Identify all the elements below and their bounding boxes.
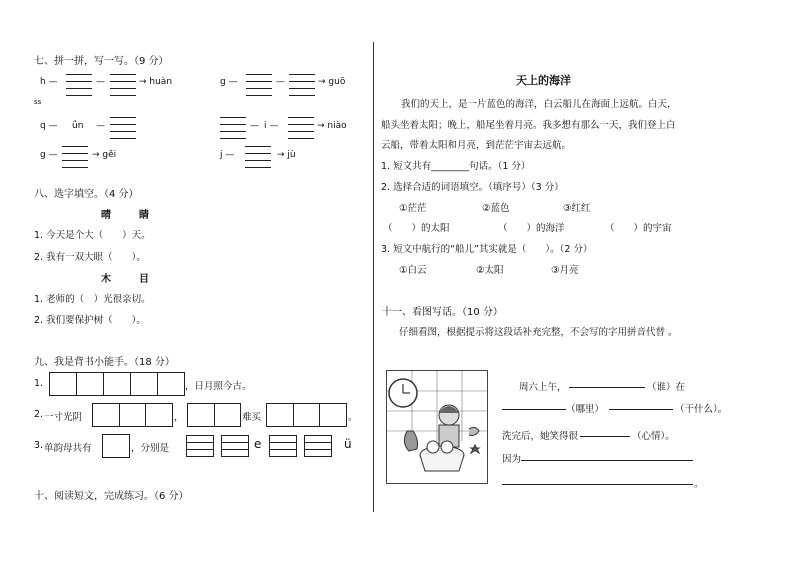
q11-l2a: （哪里）	[566, 404, 605, 415]
pinyin-grid[interactable]	[269, 435, 297, 457]
q8-char-d: 目	[139, 274, 149, 285]
q8-item: 2. 我有一双大眼（ ）。	[34, 252, 146, 263]
pinyin-grid[interactable]	[110, 74, 136, 96]
pinyin-grid[interactable]	[288, 117, 314, 139]
q9-l3-a: 单韵母共有	[44, 443, 92, 454]
q7-r3-c: j —	[220, 150, 235, 160]
q9-title: 九、我是背书小能手。（18 分）	[34, 357, 175, 368]
pinyin-grid[interactable]	[186, 435, 214, 457]
q10-title: 十、阅读短文，完成练习。（6 分）	[34, 491, 189, 502]
passage-q3: 3. 短文中航行的“船儿”其实就是（ ）。（2 分）	[381, 244, 593, 255]
q7-r2-b: ǘn	[72, 121, 84, 131]
q7-r2-d: —	[250, 121, 259, 131]
pinyin-grid[interactable]	[66, 74, 92, 96]
vowel-u: ü	[344, 437, 352, 451]
pinyin-grid[interactable]	[245, 146, 271, 168]
q8-item: 1. 今天是个大（ ）天。	[34, 230, 151, 241]
option: ③红红	[563, 203, 591, 214]
pinyin-grid[interactable]	[289, 74, 315, 96]
q11-l4a: 因为	[502, 454, 522, 465]
pinyin-grid[interactable]	[220, 117, 246, 139]
passage-line: 我们的天上，是一片蓝色的海洋，白云船儿在海面上远航。白天，	[401, 99, 677, 110]
answer-box[interactable]	[102, 434, 130, 458]
q11-l3b: （心情）。	[632, 431, 675, 442]
q11-l1a: 周六上午，	[519, 382, 567, 393]
blank: （ ）的宇宙	[605, 223, 672, 234]
column-divider	[373, 42, 374, 512]
q8-char-c: 木	[101, 274, 111, 285]
q9-l2-b: ，	[174, 412, 184, 423]
pinyin-grid[interactable]	[110, 117, 136, 139]
tianzige-row[interactable]	[266, 403, 347, 427]
pinyin-grid[interactable]	[221, 435, 249, 457]
q7-title: 七、拼一拼，写一写。（9 分）	[34, 56, 169, 67]
write-line[interactable]	[609, 398, 673, 410]
q11-instruction: 仔细看图，根据提示将这段话补充完整，不会写的字用拼音代替 。	[399, 327, 678, 338]
answer-option: ③月亮	[551, 265, 579, 276]
laundry-picture	[386, 370, 488, 484]
q8-item: 2. 我们要保护树（ ）。	[34, 315, 146, 326]
q7-r3-d: → jù	[277, 150, 296, 160]
blank: （ ）的太阳	[383, 223, 450, 234]
q7-r1-d: g —	[220, 77, 238, 87]
passage-q1: 1. 短文共有________句话。（1 分）	[381, 161, 531, 172]
q7-r2-e: i —	[264, 121, 279, 131]
q11-l5-end: 。	[694, 479, 704, 490]
write-line[interactable]	[569, 376, 645, 388]
q9-l2-d: 。	[348, 412, 358, 423]
q7-r2-a: q —	[40, 121, 58, 131]
q7-r1-f: → guō	[318, 77, 346, 87]
q7-r3-b: → gěi	[92, 150, 117, 160]
option: ①茫茫	[399, 203, 427, 214]
q9-l2-num: 2.	[34, 409, 44, 420]
answer-option: ①白云	[399, 265, 427, 276]
q7-r2-f: → niào	[317, 121, 347, 131]
pinyin-grid[interactable]	[304, 435, 332, 457]
tianzige-row[interactable]	[92, 403, 173, 427]
passage-q2: 2. 选择合适的词语填空。（填序号）（3 分）	[381, 182, 564, 193]
pinyin-grid[interactable]	[62, 146, 88, 168]
q11-title: 十一、看图写话。（10 分）	[382, 307, 503, 318]
option: ②蓝色	[482, 203, 510, 214]
q7-r1-e: —	[276, 77, 285, 87]
stray-mark: ss	[34, 98, 42, 106]
pinyin-grid[interactable]	[246, 74, 272, 96]
q7-r1-b: —	[96, 77, 105, 87]
q9-l1-tail: ，日月照今古。	[185, 381, 252, 392]
q9-l2-c: 难买	[242, 412, 262, 423]
vowel-e: e	[254, 437, 262, 451]
q11-l2b: （干什么）。	[675, 404, 728, 415]
tianzige-row[interactable]	[187, 403, 241, 427]
q7-r2-c: —	[96, 121, 105, 131]
q9-l1-num: 1.	[34, 378, 44, 389]
passage-line: 船头坐着太阳；晚上，船尾坐着月亮。我多想有那么一天，我们登上白	[381, 120, 676, 131]
passage-title: 天上的海洋	[516, 74, 571, 87]
q9-l3-num: 3.	[34, 440, 44, 451]
q8-title: 八、选字填空。（4 分）	[34, 189, 139, 200]
q9-l3-b: ，分别是	[131, 443, 170, 454]
q7-r1-c: → huàn	[139, 77, 173, 87]
q9-l2-a: 一寸光阴	[44, 412, 83, 423]
write-line[interactable]	[502, 398, 566, 410]
answer-option: ②太阳	[476, 265, 504, 276]
q7-r1-a: h —	[40, 77, 58, 87]
q7-r3-a: g —	[40, 150, 58, 160]
blank: （ ）的海洋	[498, 223, 565, 234]
q8-char-a: 晴	[101, 210, 111, 221]
q8-item: 1. 老师的（ ）光很亲切。	[34, 294, 151, 305]
q11-l3a: 洗完后，她笑得很	[502, 431, 579, 442]
tianzige-row[interactable]	[49, 372, 185, 396]
write-line[interactable]	[580, 425, 630, 437]
q8-char-b: 睛	[139, 210, 149, 221]
q11-l1b: （谁）在	[647, 382, 686, 393]
passage-line: 云船，带着太阳和月亮，到茫茫宇宙去远航。	[381, 140, 572, 151]
write-line[interactable]	[502, 473, 693, 485]
write-line[interactable]	[521, 449, 693, 461]
